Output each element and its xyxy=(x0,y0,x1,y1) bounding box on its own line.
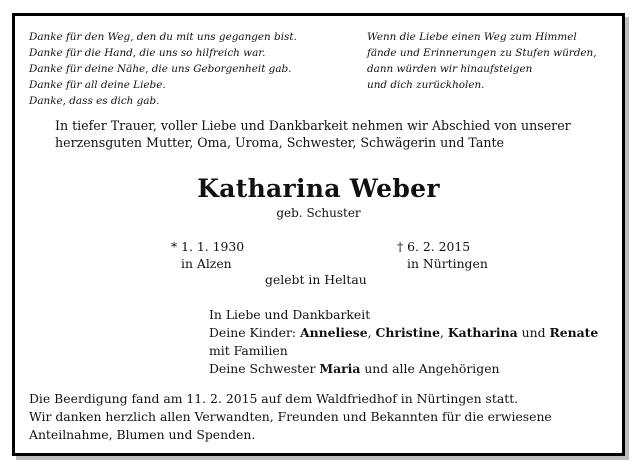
death-info xyxy=(397,238,488,272)
child-name: Renate xyxy=(549,325,599,340)
family-children xyxy=(209,324,598,342)
poem-right-line: und dich zurückholen. xyxy=(367,79,485,91)
separator: , xyxy=(439,325,448,340)
closing-line: Wir danken herzlich allen Verwandten, Freunden und Bekannten für die erwiesene xyxy=(29,409,552,424)
poem-left-line: Danke für deine Nähe, die uns Geborgenheit gab. xyxy=(29,63,292,75)
death-place: in Nürtingen xyxy=(407,256,488,271)
intro-text xyxy=(55,117,615,151)
poem-left-line: Danke, dass es dich gab. xyxy=(29,95,160,107)
death-date: † 6. 2. 2015 xyxy=(397,239,471,254)
birth-date: * 1. 1. 1930 xyxy=(171,239,245,254)
child-name: Katharina xyxy=(447,325,518,340)
lived-place: gelebt in Heltau xyxy=(265,272,367,287)
poem-left-line: Danke für all deine Liebe. xyxy=(29,79,166,91)
family-sibling xyxy=(209,360,598,378)
sibling-prefix: Deine Schwester xyxy=(209,361,320,376)
poem-left-line: Danke für den Weg, den du mit uns gegangen bist. xyxy=(29,31,297,43)
closing-line: Die Beerdigung fand am 11. 2. 2015 auf dem Waldfriedhof in Nürtingen statt. xyxy=(29,391,519,406)
sibling-name: Maria xyxy=(319,361,361,376)
birth-name: geb. Schuster xyxy=(276,206,361,220)
birth-place: in Alzen xyxy=(181,256,232,271)
separator: und xyxy=(517,325,550,340)
poem-right-line: fände und Erinnerungen zu Stufen würden, xyxy=(367,47,597,59)
family-with-families: mit Familien xyxy=(209,343,288,358)
family-dedication: In Liebe und Dankbarkeit xyxy=(209,307,371,322)
poem-right-line: Wenn die Liebe einen Weg zum Himmel xyxy=(367,31,577,43)
poem-right-line: dann würden wir hinaufsteigen xyxy=(367,63,533,75)
birth-info xyxy=(171,238,244,272)
intro-line: In tiefer Trauer, voller Liebe und Dankbarkeit nehmen wir Abschied von unserer xyxy=(55,118,571,133)
child-name: Anneliese xyxy=(299,325,368,340)
children-prefix: Deine Kinder: xyxy=(209,325,300,340)
poem-left xyxy=(29,29,349,109)
sibling-suffix: und alle Angehörigen xyxy=(360,361,500,376)
separator: , xyxy=(367,325,376,340)
closing-text xyxy=(29,390,619,444)
child-name: Christine xyxy=(375,325,440,340)
poem-left-line: Danke für die Hand, die uns so hilfreich war. xyxy=(29,47,266,59)
poem-right xyxy=(367,29,627,93)
deceased-name: Katharina Weber xyxy=(197,174,440,203)
family-block xyxy=(209,306,598,378)
obituary-notice xyxy=(12,13,625,456)
intro-line: herzensguten Mutter, Oma, Uroma, Schwester, Schwägerin und Tante xyxy=(55,135,504,150)
closing-line: Anteilnahme, Blumen und Spenden. xyxy=(29,427,256,442)
